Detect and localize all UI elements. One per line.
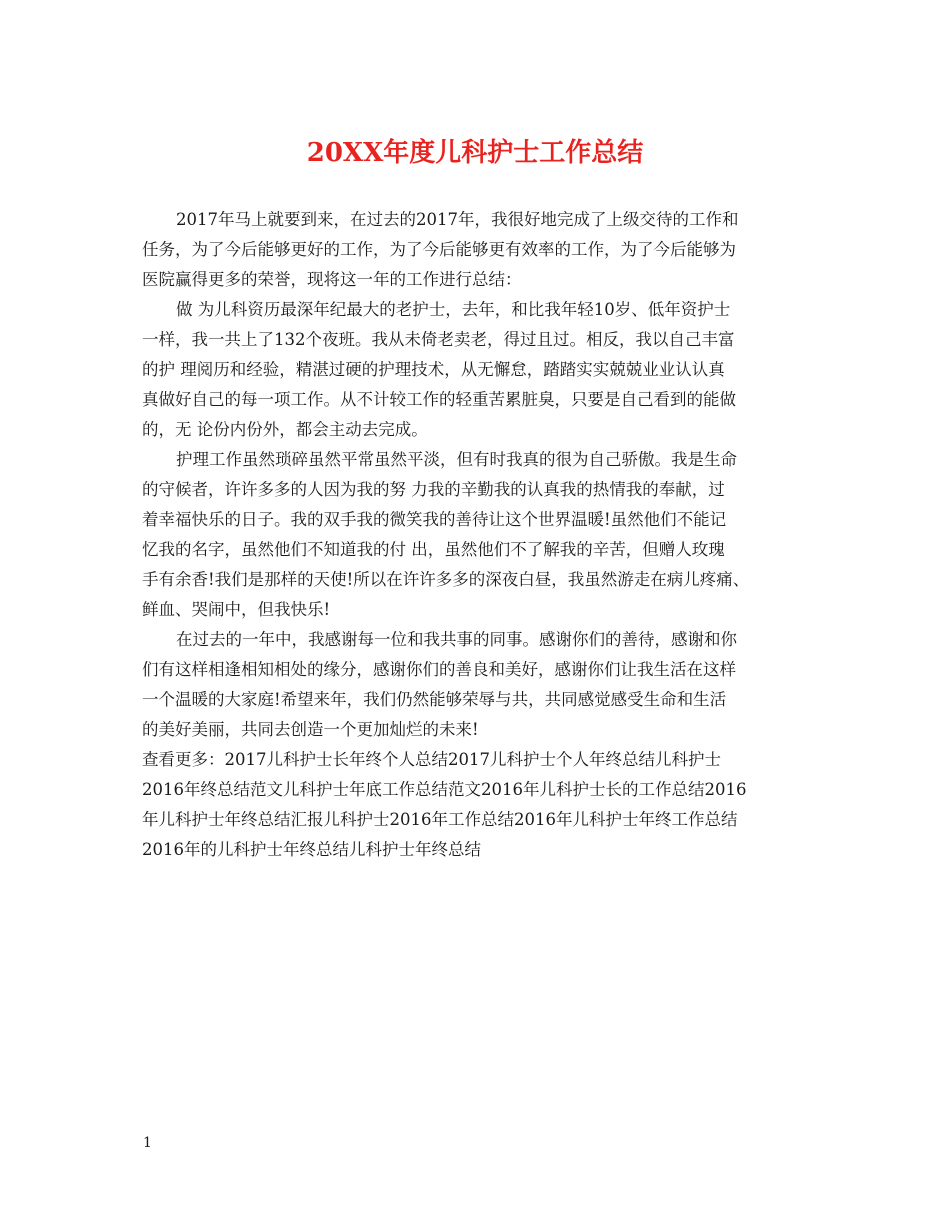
body-line: 一样，我一共上了132个夜班。我从未倚老卖老，得过且过。相反，我以自己丰富 — [142, 330, 735, 349]
body-line: 的守候者，许许多多的人因为我的努 力我的辛勤我的认真我的热情我的奉献，过 — [142, 480, 725, 499]
body-line: 们有这样相逢相知相处的缘分，感谢你们的善良和美好，感谢你们让我生活在这样 — [142, 660, 736, 679]
body-line: 的，无 论份内份外，都会主动去完成。 — [142, 420, 428, 439]
body-line: 2017年马上就要到来，在过去的2017年，我很好地完成了上级交待的工作和 — [176, 210, 739, 229]
body-line: 一个温暖的大家庭!希望来年，我们仍然能够荣辱与共，共同感觉感受生命和生活 — [142, 690, 727, 709]
body-line: 任务，为了今后能够更好的工作，为了今后能够更有效率的工作，为了今后能够为 — [142, 240, 736, 259]
body-line: 着幸福快乐的日子。我的双手我的微笑我的善待让这个世界温暖!虽然他们不能记 — [142, 510, 727, 529]
body-line: 鲜血、哭闹中，但我快乐! — [142, 600, 331, 619]
body-line: 医院赢得更多的荣誉，现将这一年的工作进行总结： — [142, 270, 522, 289]
body-line: 查看更多：2017儿科护士长年终个人总结2017儿科护士个人年终总结儿科护士 — [142, 750, 721, 769]
body-line: 在过去的一年中，我感谢每一位和我共事的同事。感谢你们的善待，感谢和你 — [176, 630, 737, 649]
body-line: 忆我的名字，虽然他们不知道我的付 出，虽然他们不了解我的辛苦，但赠人玫瑰 — [142, 540, 725, 559]
body-line: 年儿科护士年终总结汇报儿科护士2016年工作总结2016年儿科护士年终工作总结 — [142, 810, 738, 829]
body-line: 2016年终总结范文儿科护士年底工作总结范文2016年儿科护士长的工作总结2016 — [142, 780, 747, 799]
body-line: 2016年的儿科护士年终总结儿科护士年终总结 — [142, 840, 481, 859]
body-line: 的护 理阅历和经验，精湛过硬的护理技术，从无懈怠，踏踏实实兢兢业业认认真 — [142, 360, 725, 379]
page-number: 1 — [143, 1135, 152, 1151]
body-line: 的美好美丽，共同去创造一个更加灿烂的未来! — [142, 720, 479, 739]
body-line: 手有余香!我们是那样的天使!所以在许许多多的深夜白昼，我虽然游走在病儿疼痛、 — [142, 570, 750, 589]
body-line: 真做好自己的每一项工作。从不计较工作的轻重苦累脏臭，只要是自己看到的能做 — [142, 390, 736, 409]
body-line: 护理工作虽然琐碎虽然平常虽然平淡，但有时我真的很为自己骄傲。我是生命 — [176, 450, 737, 469]
document-body — [142, 205, 842, 865]
document-title: 20XX年度儿科护士工作总结 — [306, 138, 644, 168]
body-line: 做 为儿科资历最深年纪最大的老护士，去年，和比我年轻10岁、低年资护士 — [176, 300, 731, 319]
